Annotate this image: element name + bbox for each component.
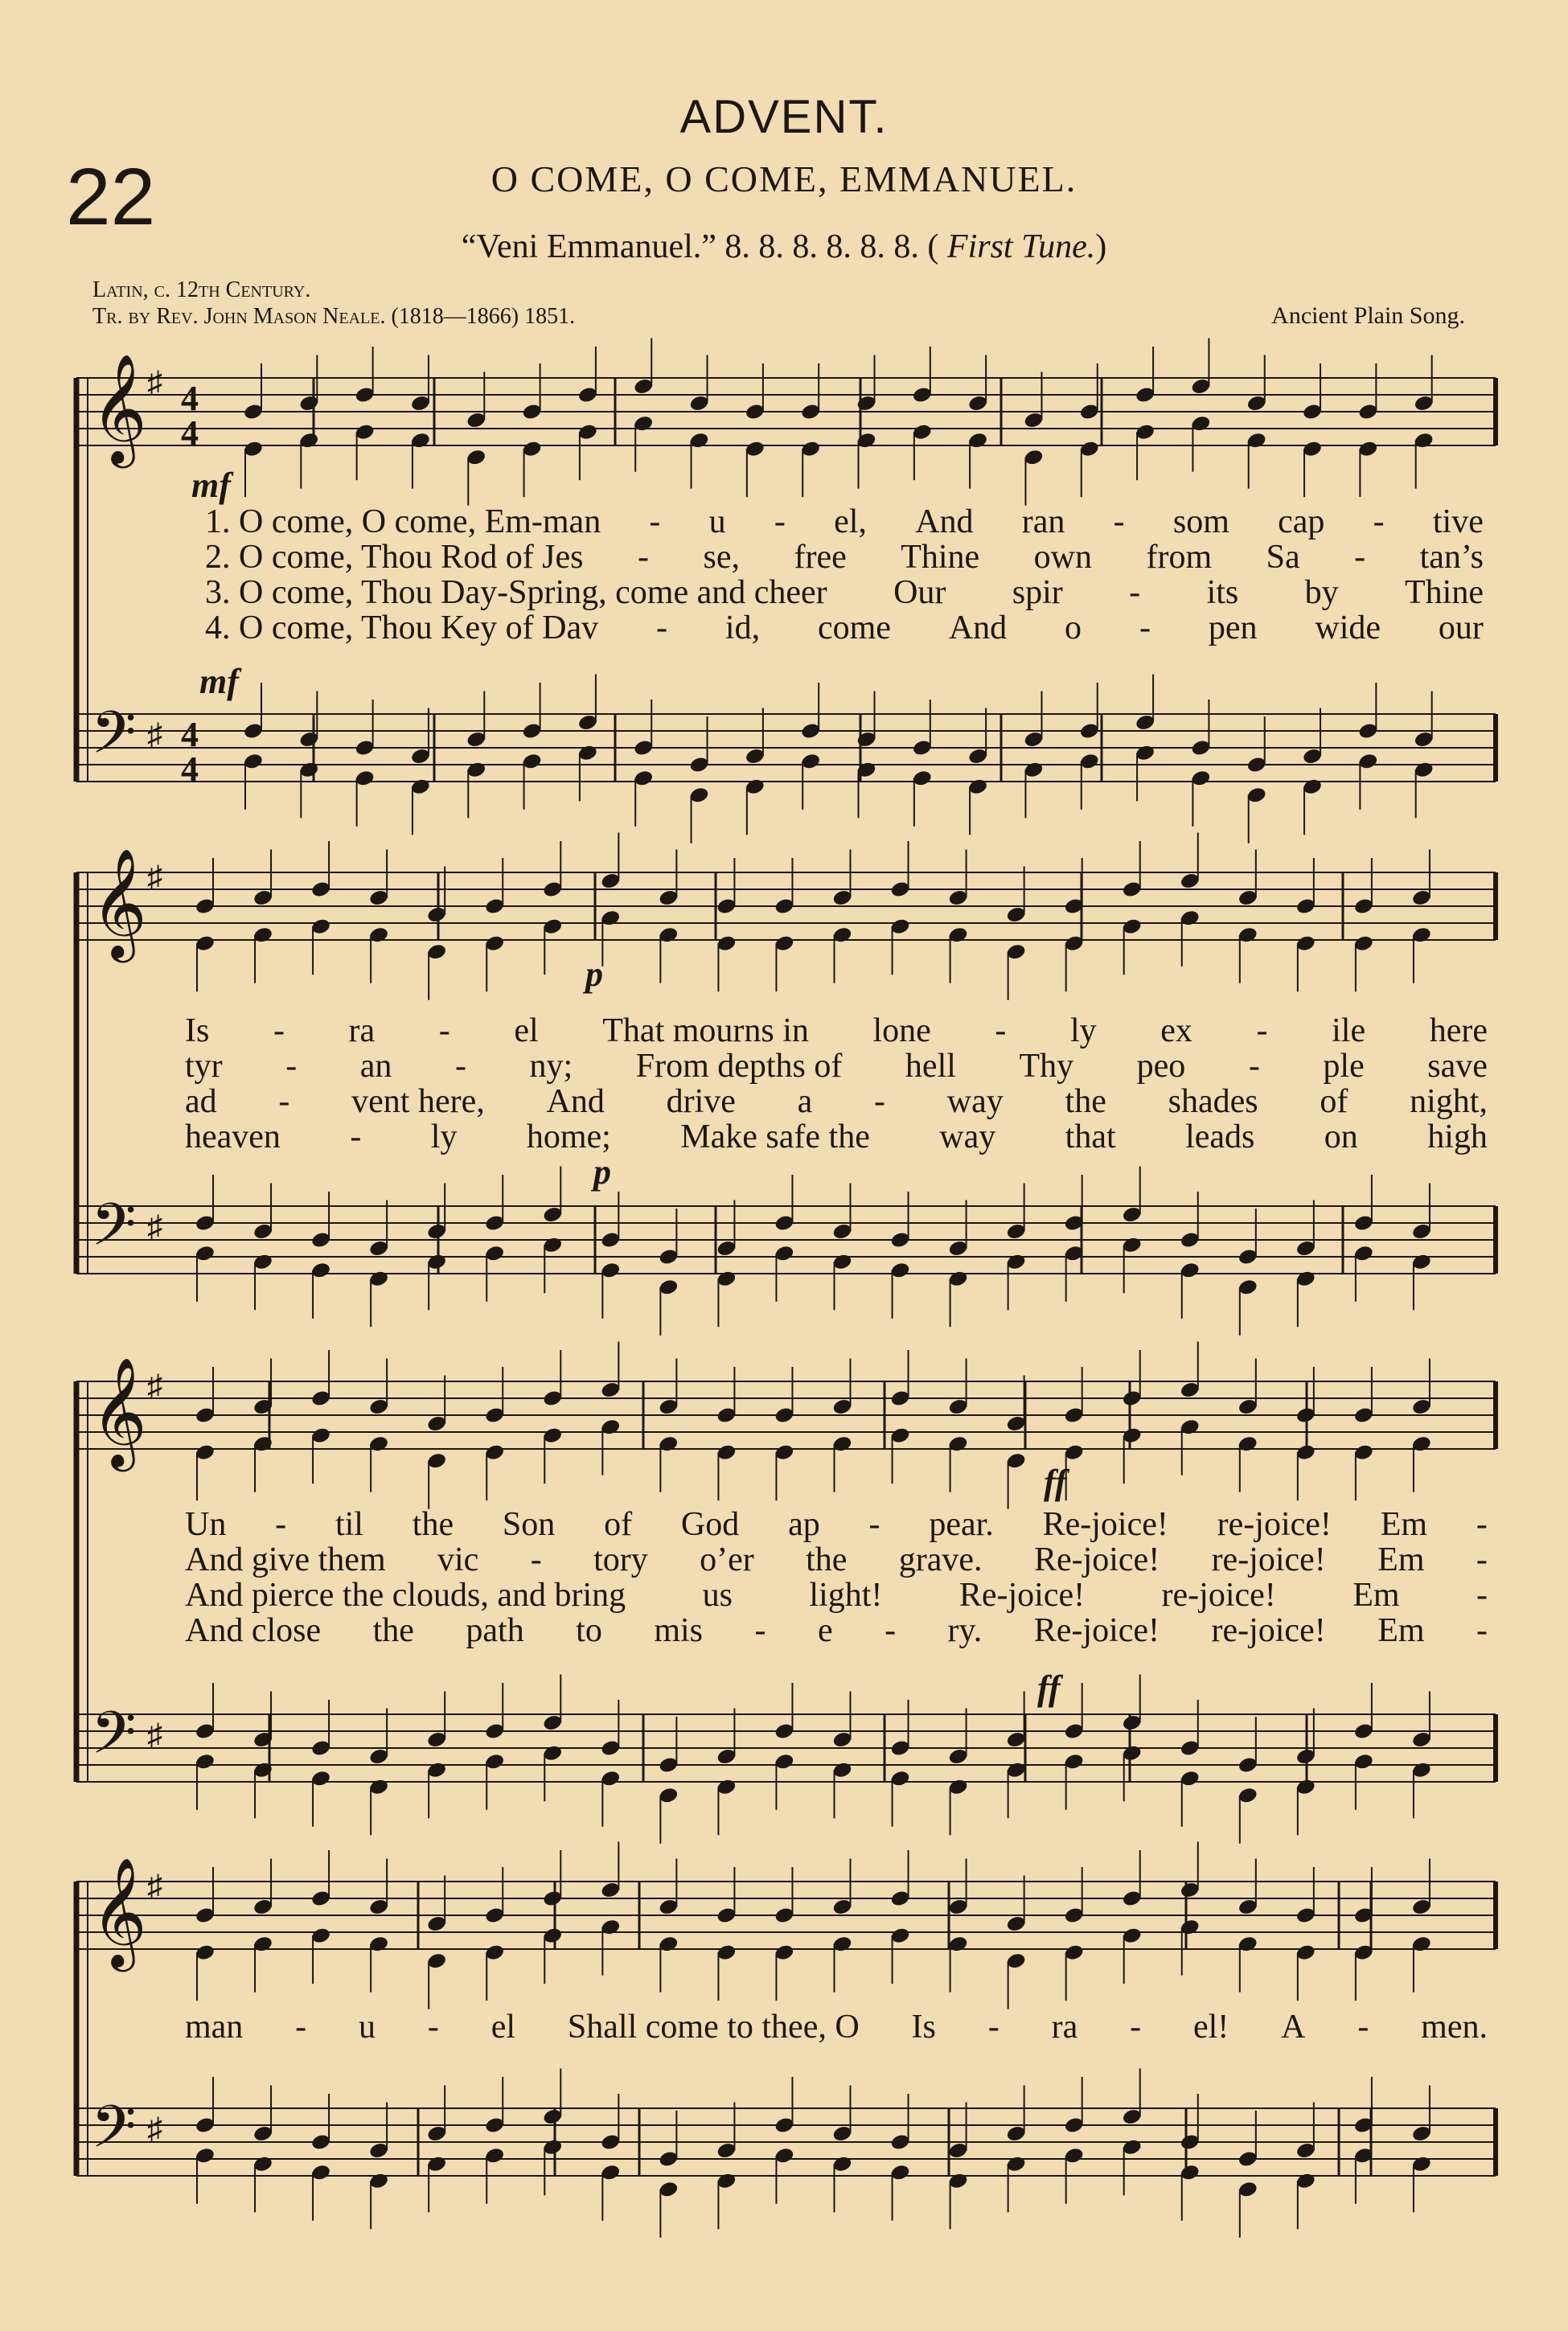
lyric-line [185,1118,1488,1156]
lyric-syllable: own [1033,539,1093,576]
lyric-syllable: - [649,503,661,540]
lyric-syllable: Our [893,574,946,611]
lyric-syllable: the [806,1541,848,1578]
lyric-syllable: from [1146,539,1213,576]
lyric-syllable: Un [185,1506,227,1543]
lyric-syllable: us [702,1577,733,1614]
hymn-number: 22 [66,152,156,242]
lyric-syllable: - [275,1506,287,1543]
lyric-syllable: tive [1432,503,1484,540]
lyric-syllable: ap [788,1506,820,1543]
lyric-syllable: heaven [185,1118,281,1155]
lyric-syllable: til [335,1506,363,1543]
lyric-syllable: That mourns in [602,1012,809,1049]
lyric-syllable: - [1354,539,1366,576]
lyric-syllable: spir [1012,574,1063,611]
lyric-syllable: ad [185,1083,217,1120]
tune-name: “Veni Emmanuel.” [461,228,716,265]
lyric-syllable: - [285,1048,298,1085]
lyric-line [185,1505,1488,1544]
lyric-syllable: u [359,2009,376,2046]
tune-note: First Tune. [946,228,1096,265]
lyric-syllable: - [1139,609,1151,646]
lyric-syllable: - [1248,1048,1260,1085]
bass-clef: 𝄢 [91,1190,137,1273]
lyric-syllable: Son [502,1506,556,1543]
bass-clef: 𝄢 [91,2092,137,2175]
lyric-syllable: - [1476,1541,1488,1578]
lyric-line [185,1012,1488,1050]
lyric-syllable: peo [1136,1048,1186,1085]
lyric-syllable: ry. [947,1612,983,1649]
lyric-syllable: drive [666,1083,736,1120]
lyric-syllable: way [946,1083,1004,1120]
lyric-syllable: high [1427,1118,1488,1155]
time-signature: 4 [181,379,199,418]
lyric-syllable: Em [1377,1612,1425,1649]
lyric-syllable: id, [724,609,761,646]
lyric-line [185,2008,1488,2046]
lyric-syllable: re-joice! [1217,1506,1332,1543]
lyric-syllable: save [1427,1048,1488,1085]
dynamic-mf-treble: mf [191,466,231,505]
key-sharp: ♯ [147,1869,162,1903]
key-sharp: ♯ [147,1369,162,1403]
lyric-syllable: 2. O come, Thou Rod of Jes [205,539,584,576]
lyric-syllable: And [948,609,1008,646]
music-credit: Ancient Plain Song. [1271,302,1465,329]
key-sharp: ♯ [147,860,162,894]
lyric-syllable: el [514,1012,539,1049]
lyric-syllable: of [1320,1083,1348,1120]
lyric-line [205,503,1484,541]
lyric-syllable: light! [809,1577,883,1614]
treble-clef: 𝄞 [91,1856,147,1967]
lyric-syllable: man [185,2009,244,2046]
lyric-syllable: men. [1421,2009,1488,2046]
key-sharp: ♯ [147,2112,162,2146]
dynamic-ff-bass: ff [1037,1668,1061,1708]
lyric-syllable: a [797,1083,813,1120]
lyric-syllable: Sa [1266,539,1300,576]
tune-line: “Veni Emmanuel.” 8. 8. 8. 8. 8. 8. ( First Tune.) [461,228,1107,265]
lyric-syllable: - [638,539,649,576]
lyric-syllable: - [438,1012,450,1049]
lyric-syllable: se, [703,539,740,576]
lyric-syllable: - [656,609,668,646]
lyric-syllable: - [278,1083,290,1120]
lyric-syllable: Thine [901,539,980,576]
lyric-syllable: ex [1160,1012,1192,1049]
lyric-syllable: Em [1353,1577,1400,1614]
lyric-syllable: to [576,1612,602,1649]
key-sharp: ♯ [147,1718,162,1752]
lyric-syllable: - [1476,1506,1488,1543]
lyric-syllable: tory [593,1541,648,1578]
lyric-syllable: by [1304,574,1339,611]
lyric-syllable: cap [1278,503,1325,540]
dynamic-mf-bass: mf [199,662,239,701]
lyric-syllable: Re-joice! [1042,1506,1168,1543]
key-sharp: ♯ [147,366,162,400]
lyric-syllable: mis [654,1612,703,1649]
bass-clef: 𝄢 [91,698,137,781]
lyric-syllable: ly [1070,1012,1097,1049]
lyric-line [185,1611,1488,1650]
lyric-syllable: From depths of [635,1048,843,1085]
lyric-syllable: som [1172,503,1229,540]
lyric-syllable: el [491,2009,516,2046]
lyric-syllable: And pierce the clouds, and bring [185,1577,626,1614]
lyric-syllable: night, [1410,1083,1488,1120]
translator-credit: Tr. by Rev. John Mason Neale. (1818—1866) 1851. [92,304,576,329]
lyric-syllable: ny; [529,1048,573,1085]
lyric-syllable: ile [1332,1012,1366,1049]
lyric-syllable: the [1065,1083,1106,1120]
lyric-syllable: come [817,609,891,646]
lyric-syllable: u [708,503,726,540]
lyric-syllable: - [868,1506,880,1543]
lyric-syllable: an [359,1048,392,1085]
lyric-syllable: shades [1168,1083,1258,1120]
lyric-syllable: its [1206,574,1239,611]
lyric-syllable: re-joice! [1211,1612,1326,1649]
lyric-syllable: A [1281,2009,1306,2046]
lyric-line [205,573,1484,612]
lyric-syllable: Re-joice! [958,1577,1086,1614]
lyric-syllable: - [1357,2009,1369,2046]
lyric-syllable: Thy [1019,1048,1074,1085]
lyric-syllable: ran [1021,503,1065,540]
lyric-syllable: tyr [185,1048,223,1085]
hymn-title: O COME, O COME, EMMANUEL. [491,158,1077,199]
lyric-syllable: 4. O come, Thou Key of Dav [205,609,599,646]
lyric-syllable: - [530,1541,542,1578]
lyric-syllable: way [939,1118,996,1155]
treble-clef: 𝄞 [91,352,147,463]
lyric-syllable: Re-joice! [1033,1612,1160,1649]
lyric-syllable: pear. [929,1506,994,1543]
lyric-syllable: - [1476,1577,1488,1614]
section-title: ADVENT. [679,91,889,143]
lyric-syllable: - [1129,574,1141,611]
lyric-syllable: Em [1380,1506,1428,1543]
lyric-syllable: - [1113,503,1125,540]
lyric-syllable: - [273,1012,285,1049]
lyric-syllable: here [1429,1012,1488,1049]
lyric-syllable: Em [1377,1541,1425,1578]
time-signature: 4 [181,413,199,453]
lyric-syllable: leads [1185,1118,1255,1155]
lyric-syllable: hell [905,1048,956,1085]
lyric-syllable: of [604,1506,633,1543]
lyric-line [205,609,1484,647]
dynamic-ff-treble: ff [1044,1463,1067,1502]
lyric-syllable: the [412,1506,454,1543]
lyric-syllable: - [885,1612,897,1649]
text-credit: Latin, c. 12th Century. [92,277,311,302]
treble-clef: 𝄞 [91,1356,147,1467]
dynamic-p-bass: p [593,1152,611,1192]
lyric-syllable: Is [185,1012,210,1049]
lyric-syllable: 3. O come, Thou Day-Spring, come and cheer [205,574,827,611]
lyric-syllable: - [874,1083,886,1120]
lyric-syllable: - [1373,503,1385,540]
lyric-syllable: - [427,2009,439,2046]
lyric-syllable: vent here, [351,1083,485,1120]
lyric-syllable: ple [1323,1048,1365,1085]
lyric-syllable: God [680,1506,740,1543]
lyric-syllable: And close [185,1612,322,1649]
lyric-syllable: o’er [700,1541,754,1578]
lyric-syllable: re-joice! [1211,1541,1326,1578]
lyric-syllable: And give them [185,1541,386,1578]
lyric-syllable: el, [834,503,867,540]
lyric-syllable: grave. [898,1541,983,1578]
lyric-syllable: - [774,503,786,540]
lyric-line [185,1082,1488,1121]
lyric-syllable: vic [437,1541,479,1578]
treble-clef: 𝄞 [91,847,147,958]
lyric-syllable: Is [911,2009,936,2046]
lyric-syllable: the [372,1612,414,1649]
lyric-syllable: free [794,539,847,576]
lyric-syllable: - [995,1012,1007,1049]
tune-meter: 8. 8. 8. 8. 8. 8. [724,228,919,265]
lyric-syllable: Thine [1405,574,1484,611]
lyric-line [185,1047,1488,1085]
lyric-syllable: And [546,1083,605,1120]
lyric-syllable: 1. O come, O come, Em-man [205,503,601,540]
lyric-syllable: lone [872,1012,931,1049]
bass-clef: 𝄢 [91,1698,137,1781]
key-sharp: ♯ [147,1210,162,1244]
lyric-syllable: ly [430,1118,458,1155]
lyric-syllable: e [817,1612,833,1649]
lyric-line [185,1541,1488,1579]
lyric-syllable: on [1324,1118,1358,1155]
lyric-syllable: tan’s [1419,539,1484,576]
time-signature: 4 [181,749,199,789]
key-sharp: ♯ [147,718,162,752]
lyric-syllable: Shall come to thee, O [567,2009,860,2046]
lyric-syllable: Make safe the [680,1118,870,1155]
dynamic-p-treble: p [585,954,603,994]
lyric-syllable: And [915,503,974,540]
lyric-syllable: - [1476,1612,1488,1649]
lyric-syllable: our [1438,609,1484,646]
lyric-syllable: home; [526,1118,611,1155]
lyric-syllable: el! [1192,2009,1229,2046]
lyric-syllable: wide [1315,609,1381,646]
lyric-syllable: path [466,1612,524,1649]
lyric-syllable: o [1065,609,1082,646]
lyric-syllable: - [1130,2009,1142,2046]
lyric-syllable: Re-joice! [1033,1541,1160,1578]
lyric-syllable: - [350,1118,362,1155]
lyric-syllable: ra [1051,2009,1078,2046]
lyric-syllable: - [1256,1012,1268,1049]
lyric-syllable: pen [1208,609,1258,646]
lyric-line [205,538,1484,577]
lyric-syllable: that [1065,1118,1116,1155]
time-signature: 4 [181,715,199,754]
lyric-line [185,1576,1488,1615]
lyric-syllable: - [295,2009,307,2046]
lyric-syllable: re-joice! [1161,1577,1276,1614]
lyric-syllable: ra [348,1012,376,1049]
lyric-syllable: - [454,1048,466,1085]
lyric-syllable: - [754,1612,766,1649]
lyric-syllable: - [987,2009,999,2046]
